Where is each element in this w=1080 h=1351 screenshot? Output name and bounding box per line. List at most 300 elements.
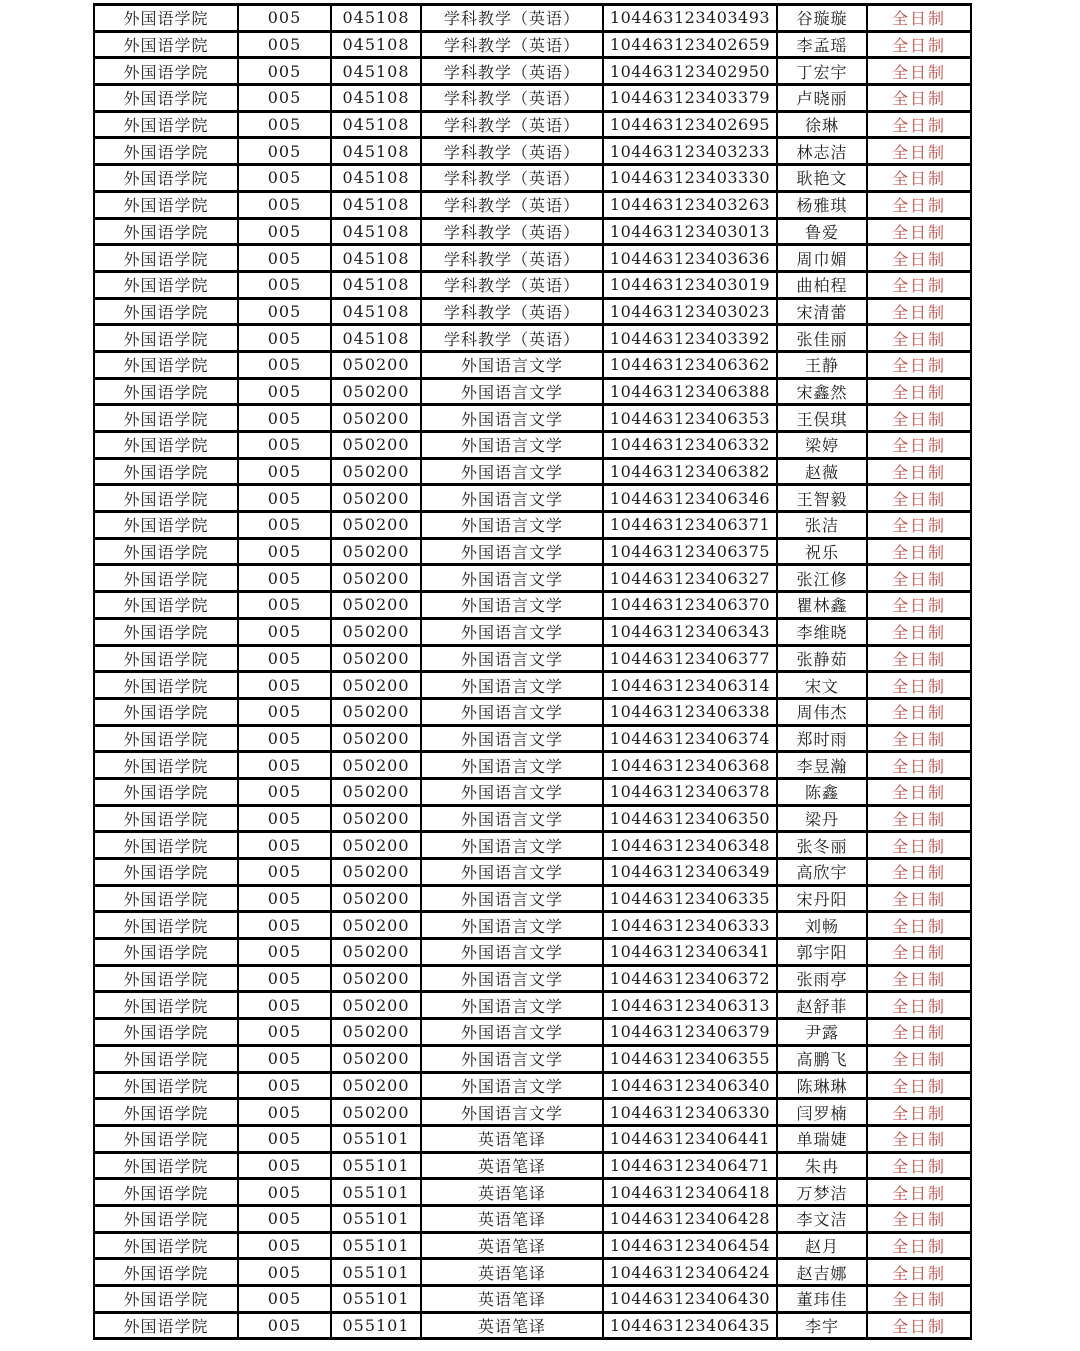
college-cell: 外国语学院	[94, 1045, 238, 1072]
major-name-cell: 英语笔译	[421, 1205, 603, 1232]
student-name-cell: 张冬丽	[777, 832, 867, 859]
study-mode-cell: 全日制	[867, 805, 971, 832]
student-name-cell: 宋文	[777, 672, 867, 699]
candidate-id-cell: 104463123403233	[603, 138, 777, 165]
major-name-cell: 外国语言文学	[421, 1099, 603, 1126]
major-code-cell: 055101	[331, 1312, 421, 1339]
candidate-id-cell: 104463123406335	[603, 885, 777, 912]
major-name-cell: 外国语言文学	[421, 378, 603, 405]
study-mode-cell: 全日制	[867, 432, 971, 459]
major-name-cell: 外国语言文学	[421, 1045, 603, 1072]
candidate-id-cell: 104463123403330	[603, 165, 777, 192]
table-row	[94, 752, 971, 779]
student-name-cell: 李维晓	[777, 618, 867, 645]
college-code-cell: 005	[238, 5, 331, 32]
study-mode-cell: 全日制	[867, 325, 971, 352]
college-code-cell: 005	[238, 752, 331, 779]
candidate-id-cell: 104463123406330	[603, 1099, 777, 1126]
student-name-cell: 祝乐	[777, 538, 867, 565]
student-name-cell: 高欣宇	[777, 859, 867, 886]
table-row	[94, 31, 971, 58]
table-row	[94, 1205, 971, 1232]
college-cell: 外国语学院	[94, 378, 238, 405]
major-code-cell: 050200	[331, 939, 421, 966]
major-code-cell: 050200	[331, 725, 421, 752]
table-row	[94, 885, 971, 912]
college-code-cell: 005	[238, 85, 331, 112]
college-code-cell: 005	[238, 351, 331, 378]
college-cell: 外国语学院	[94, 58, 238, 85]
table-row	[94, 992, 971, 1019]
major-name-cell: 外国语言文学	[421, 912, 603, 939]
major-code-cell: 050200	[331, 1019, 421, 1046]
college-code-cell: 005	[238, 458, 331, 485]
admission-table	[93, 3, 972, 1340]
college-code-cell: 005	[238, 698, 331, 725]
student-name-cell: 李宇	[777, 1312, 867, 1339]
college-cell: 外国语学院	[94, 1179, 238, 1206]
major-name-cell: 学科教学（英语）	[421, 298, 603, 325]
major-name-cell: 外国语言文学	[421, 512, 603, 539]
student-name-cell: 李文洁	[777, 1205, 867, 1232]
major-name-cell: 英语笔译	[421, 1286, 603, 1313]
student-name-cell: 宋丹阳	[777, 885, 867, 912]
table-row	[94, 271, 971, 298]
student-name-cell: 梁丹	[777, 805, 867, 832]
candidate-id-cell: 104463123403636	[603, 245, 777, 272]
college-cell: 外国语学院	[94, 1232, 238, 1259]
student-name-cell: 卢晓丽	[777, 85, 867, 112]
college-code-cell: 005	[238, 1125, 331, 1152]
major-code-cell: 050200	[331, 912, 421, 939]
major-code-cell: 050200	[331, 752, 421, 779]
major-code-cell: 045108	[331, 138, 421, 165]
college-cell: 外国语学院	[94, 565, 238, 592]
major-name-cell: 外国语言文学	[421, 698, 603, 725]
table-row	[94, 58, 971, 85]
study-mode-cell: 全日制	[867, 218, 971, 245]
major-name-cell: 外国语言文学	[421, 725, 603, 752]
college-code-cell: 005	[238, 912, 331, 939]
college-code-cell: 005	[238, 538, 331, 565]
student-name-cell: 耿艳文	[777, 165, 867, 192]
candidate-id-cell: 104463123406343	[603, 618, 777, 645]
student-name-cell: 陈鑫	[777, 778, 867, 805]
admission-table-body	[94, 5, 971, 1339]
college-cell: 外国语学院	[94, 538, 238, 565]
major-code-cell: 045108	[331, 85, 421, 112]
college-cell: 外国语学院	[94, 405, 238, 432]
study-mode-cell: 全日制	[867, 191, 971, 218]
college-code-cell: 005	[238, 191, 331, 218]
college-cell: 外国语学院	[94, 1259, 238, 1286]
major-code-cell: 050200	[331, 618, 421, 645]
study-mode-cell: 全日制	[867, 992, 971, 1019]
study-mode-cell: 全日制	[867, 1152, 971, 1179]
table-row	[94, 138, 971, 165]
major-name-cell: 外国语言文学	[421, 565, 603, 592]
major-name-cell: 英语笔译	[421, 1152, 603, 1179]
study-mode-cell: 全日制	[867, 1019, 971, 1046]
table-row	[94, 645, 971, 672]
major-name-cell: 外国语言文学	[421, 458, 603, 485]
major-name-cell: 外国语言文学	[421, 432, 603, 459]
major-code-cell: 045108	[331, 111, 421, 138]
student-name-cell: 林志洁	[777, 138, 867, 165]
college-code-cell: 005	[238, 31, 331, 58]
table-row	[94, 191, 971, 218]
candidate-id-cell: 104463123406377	[603, 645, 777, 672]
study-mode-cell: 全日制	[867, 245, 971, 272]
student-name-cell: 刘畅	[777, 912, 867, 939]
major-name-cell: 学科教学（英语）	[421, 138, 603, 165]
candidate-id-cell: 104463123406424	[603, 1259, 777, 1286]
major-code-cell: 050200	[331, 832, 421, 859]
college-cell: 外国语学院	[94, 512, 238, 539]
table-row	[94, 1152, 971, 1179]
major-code-cell: 050200	[331, 698, 421, 725]
major-name-cell: 英语笔译	[421, 1125, 603, 1152]
college-cell: 外国语学院	[94, 698, 238, 725]
major-code-cell: 050200	[331, 1072, 421, 1099]
candidate-id-cell: 104463123406430	[603, 1286, 777, 1313]
student-name-cell: 郑时雨	[777, 725, 867, 752]
college-code-cell: 005	[238, 1019, 331, 1046]
table-row	[94, 298, 971, 325]
major-name-cell: 外国语言文学	[421, 351, 603, 378]
college-cell: 外国语学院	[94, 1099, 238, 1126]
table-row	[94, 85, 971, 112]
college-cell: 外国语学院	[94, 592, 238, 619]
college-code-cell: 005	[238, 271, 331, 298]
table-row	[94, 912, 971, 939]
study-mode-cell: 全日制	[867, 752, 971, 779]
table-row	[94, 698, 971, 725]
major-code-cell: 045108	[331, 31, 421, 58]
table-row	[94, 378, 971, 405]
study-mode-cell: 全日制	[867, 138, 971, 165]
student-name-cell: 李昱瀚	[777, 752, 867, 779]
table-row	[94, 512, 971, 539]
major-name-cell: 英语笔译	[421, 1259, 603, 1286]
candidate-id-cell: 104463123406333	[603, 912, 777, 939]
candidate-id-cell: 104463123406471	[603, 1152, 777, 1179]
college-cell: 外国语学院	[94, 992, 238, 1019]
candidate-id-cell: 104463123403379	[603, 85, 777, 112]
study-mode-cell: 全日制	[867, 111, 971, 138]
study-mode-cell: 全日制	[867, 912, 971, 939]
major-name-cell: 外国语言文学	[421, 832, 603, 859]
college-code-cell: 005	[238, 58, 331, 85]
study-mode-cell: 全日制	[867, 85, 971, 112]
table-row	[94, 432, 971, 459]
table-row	[94, 778, 971, 805]
candidate-id-cell: 104463123406378	[603, 778, 777, 805]
study-mode-cell: 全日制	[867, 271, 971, 298]
study-mode-cell: 全日制	[867, 965, 971, 992]
study-mode-cell: 全日制	[867, 725, 971, 752]
student-name-cell: 单瑞婕	[777, 1125, 867, 1152]
major-code-cell: 050200	[331, 1099, 421, 1126]
study-mode-cell: 全日制	[867, 5, 971, 32]
student-name-cell: 董玮佳	[777, 1286, 867, 1313]
major-code-cell: 050200	[331, 592, 421, 619]
student-name-cell: 宋鑫然	[777, 378, 867, 405]
college-cell: 外国语学院	[94, 165, 238, 192]
candidate-id-cell: 104463123406313	[603, 992, 777, 1019]
major-code-cell: 050200	[331, 565, 421, 592]
study-mode-cell: 全日制	[867, 859, 971, 886]
table-row	[94, 325, 971, 352]
college-cell: 外国语学院	[94, 111, 238, 138]
study-mode-cell: 全日制	[867, 1312, 971, 1339]
student-name-cell: 王智毅	[777, 485, 867, 512]
student-name-cell: 陈琳琳	[777, 1072, 867, 1099]
college-cell: 外国语学院	[94, 1019, 238, 1046]
student-name-cell: 谷璇璇	[777, 5, 867, 32]
study-mode-cell: 全日制	[867, 1259, 971, 1286]
major-code-cell: 055101	[331, 1152, 421, 1179]
candidate-id-cell: 104463123406340	[603, 1072, 777, 1099]
study-mode-cell: 全日制	[867, 939, 971, 966]
college-code-cell: 005	[238, 432, 331, 459]
major-name-cell: 学科教学（英语）	[421, 325, 603, 352]
college-code-cell: 005	[238, 405, 331, 432]
major-name-cell: 英语笔译	[421, 1179, 603, 1206]
major-code-cell: 045108	[331, 58, 421, 85]
college-code-cell: 005	[238, 565, 331, 592]
college-cell: 外国语学院	[94, 5, 238, 32]
major-code-cell: 045108	[331, 165, 421, 192]
student-name-cell: 赵月	[777, 1232, 867, 1259]
student-name-cell: 高鹏飞	[777, 1045, 867, 1072]
student-name-cell: 张雨亭	[777, 965, 867, 992]
candidate-id-cell: 104463123403392	[603, 325, 777, 352]
candidate-id-cell: 104463123406441	[603, 1125, 777, 1152]
candidate-id-cell: 104463123406353	[603, 405, 777, 432]
college-cell: 外国语学院	[94, 1072, 238, 1099]
college-cell: 外国语学院	[94, 138, 238, 165]
major-name-cell: 外国语言文学	[421, 618, 603, 645]
major-name-cell: 外国语言文学	[421, 805, 603, 832]
table-row	[94, 405, 971, 432]
major-code-cell: 055101	[331, 1286, 421, 1313]
major-name-cell: 外国语言文学	[421, 778, 603, 805]
study-mode-cell: 全日制	[867, 672, 971, 699]
college-code-cell: 005	[238, 885, 331, 912]
major-name-cell: 外国语言文学	[421, 992, 603, 1019]
table-row	[94, 832, 971, 859]
candidate-id-cell: 104463123403023	[603, 298, 777, 325]
college-cell: 外国语学院	[94, 218, 238, 245]
college-cell: 外国语学院	[94, 351, 238, 378]
candidate-id-cell: 104463123406355	[603, 1045, 777, 1072]
candidate-id-cell: 104463123406435	[603, 1312, 777, 1339]
study-mode-cell: 全日制	[867, 485, 971, 512]
study-mode-cell: 全日制	[867, 512, 971, 539]
study-mode-cell: 全日制	[867, 618, 971, 645]
study-mode-cell: 全日制	[867, 592, 971, 619]
table-row	[94, 165, 971, 192]
major-name-cell: 外国语言文学	[421, 939, 603, 966]
major-code-cell: 050200	[331, 458, 421, 485]
table-row	[94, 245, 971, 272]
major-code-cell: 050200	[331, 405, 421, 432]
study-mode-cell: 全日制	[867, 1205, 971, 1232]
student-name-cell: 瞿林鑫	[777, 592, 867, 619]
candidate-id-cell: 104463123406382	[603, 458, 777, 485]
college-cell: 外国语学院	[94, 85, 238, 112]
college-code-cell: 005	[238, 138, 331, 165]
study-mode-cell: 全日制	[867, 698, 971, 725]
major-name-cell: 学科教学（英语）	[421, 218, 603, 245]
candidate-id-cell: 104463123406348	[603, 832, 777, 859]
study-mode-cell: 全日制	[867, 165, 971, 192]
major-code-cell: 055101	[331, 1259, 421, 1286]
table-row	[94, 672, 971, 699]
major-code-cell: 045108	[331, 245, 421, 272]
candidate-id-cell: 104463123406375	[603, 538, 777, 565]
student-name-cell: 闫罗楠	[777, 1099, 867, 1126]
major-code-cell: 050200	[331, 992, 421, 1019]
student-name-cell: 周巾媚	[777, 245, 867, 272]
study-mode-cell: 全日制	[867, 1045, 971, 1072]
table-row	[94, 859, 971, 886]
study-mode-cell: 全日制	[867, 405, 971, 432]
major-name-cell: 学科教学（英语）	[421, 58, 603, 85]
major-name-cell: 外国语言文学	[421, 592, 603, 619]
student-name-cell: 梁婷	[777, 432, 867, 459]
college-cell: 外国语学院	[94, 725, 238, 752]
college-cell: 外国语学院	[94, 245, 238, 272]
major-code-cell: 050200	[331, 778, 421, 805]
candidate-id-cell: 104463123406362	[603, 351, 777, 378]
study-mode-cell: 全日制	[867, 351, 971, 378]
study-mode-cell: 全日制	[867, 1072, 971, 1099]
major-name-cell: 英语笔译	[421, 1232, 603, 1259]
student-name-cell: 徐琳	[777, 111, 867, 138]
study-mode-cell: 全日制	[867, 298, 971, 325]
table-row	[94, 1125, 971, 1152]
student-name-cell: 赵薇	[777, 458, 867, 485]
student-name-cell: 朱冉	[777, 1152, 867, 1179]
major-code-cell: 050200	[331, 1045, 421, 1072]
table-row	[94, 1232, 971, 1259]
college-cell: 外国语学院	[94, 805, 238, 832]
major-code-cell: 050200	[331, 432, 421, 459]
college-cell: 外国语学院	[94, 458, 238, 485]
college-cell: 外国语学院	[94, 832, 238, 859]
table-row	[94, 725, 971, 752]
study-mode-cell: 全日制	[867, 458, 971, 485]
major-name-cell: 外国语言文学	[421, 405, 603, 432]
college-cell: 外国语学院	[94, 432, 238, 459]
major-name-cell: 外国语言文学	[421, 645, 603, 672]
college-code-cell: 005	[238, 245, 331, 272]
college-code-cell: 005	[238, 218, 331, 245]
candidate-id-cell: 104463123403019	[603, 271, 777, 298]
major-code-cell: 055101	[331, 1232, 421, 1259]
major-code-cell: 055101	[331, 1205, 421, 1232]
table-row	[94, 351, 971, 378]
major-code-cell: 045108	[331, 298, 421, 325]
major-name-cell: 学科教学（英语）	[421, 31, 603, 58]
college-cell: 外国语学院	[94, 885, 238, 912]
table-row	[94, 1099, 971, 1126]
college-cell: 外国语学院	[94, 1312, 238, 1339]
college-code-cell: 005	[238, 378, 331, 405]
study-mode-cell: 全日制	[867, 1232, 971, 1259]
major-name-cell: 学科教学（英语）	[421, 5, 603, 32]
major-code-cell: 050200	[331, 485, 421, 512]
student-name-cell: 郭宇阳	[777, 939, 867, 966]
study-mode-cell: 全日制	[867, 31, 971, 58]
table-row	[94, 1286, 971, 1313]
college-cell: 外国语学院	[94, 31, 238, 58]
college-cell: 外国语学院	[94, 645, 238, 672]
college-cell: 外国语学院	[94, 325, 238, 352]
candidate-id-cell: 104463123406418	[603, 1179, 777, 1206]
student-name-cell: 赵舒菲	[777, 992, 867, 1019]
major-name-cell: 外国语言文学	[421, 538, 603, 565]
candidate-id-cell: 104463123406314	[603, 672, 777, 699]
candidate-id-cell: 104463123406454	[603, 1232, 777, 1259]
candidate-id-cell: 104463123406346	[603, 485, 777, 512]
student-name-cell: 王俣琪	[777, 405, 867, 432]
student-name-cell: 张洁	[777, 512, 867, 539]
study-mode-cell: 全日制	[867, 1286, 971, 1313]
study-mode-cell: 全日制	[867, 645, 971, 672]
major-code-cell: 050200	[331, 378, 421, 405]
table-row	[94, 5, 971, 32]
student-name-cell: 周伟杰	[777, 698, 867, 725]
college-code-cell: 005	[238, 725, 331, 752]
major-code-cell: 045108	[331, 191, 421, 218]
candidate-id-cell: 104463123406338	[603, 698, 777, 725]
major-code-cell: 050200	[331, 351, 421, 378]
candidate-id-cell: 104463123406341	[603, 939, 777, 966]
candidate-id-cell: 104463123406428	[603, 1205, 777, 1232]
table-row	[94, 805, 971, 832]
major-code-cell: 050200	[331, 538, 421, 565]
table-row	[94, 111, 971, 138]
table-row	[94, 1259, 971, 1286]
candidate-id-cell: 104463123406374	[603, 725, 777, 752]
college-code-cell: 005	[238, 939, 331, 966]
college-code-cell: 005	[238, 645, 331, 672]
college-cell: 外国语学院	[94, 1286, 238, 1313]
candidate-id-cell: 104463123406371	[603, 512, 777, 539]
student-name-cell: 宋清蕾	[777, 298, 867, 325]
major-name-cell: 外国语言文学	[421, 672, 603, 699]
college-code-cell: 005	[238, 992, 331, 1019]
candidate-id-cell: 104463123403493	[603, 5, 777, 32]
table-row	[94, 1072, 971, 1099]
major-code-cell: 055101	[331, 1125, 421, 1152]
college-code-cell: 005	[238, 1286, 331, 1313]
student-name-cell: 张江修	[777, 565, 867, 592]
major-name-cell: 学科教学（英语）	[421, 165, 603, 192]
college-code-cell: 005	[238, 805, 331, 832]
student-name-cell: 曲柏程	[777, 271, 867, 298]
college-cell: 外国语学院	[94, 965, 238, 992]
college-code-cell: 005	[238, 325, 331, 352]
college-code-cell: 005	[238, 1232, 331, 1259]
college-code-cell: 005	[238, 672, 331, 699]
college-cell: 外国语学院	[94, 778, 238, 805]
candidate-id-cell: 104463123406327	[603, 565, 777, 592]
study-mode-cell: 全日制	[867, 1179, 971, 1206]
